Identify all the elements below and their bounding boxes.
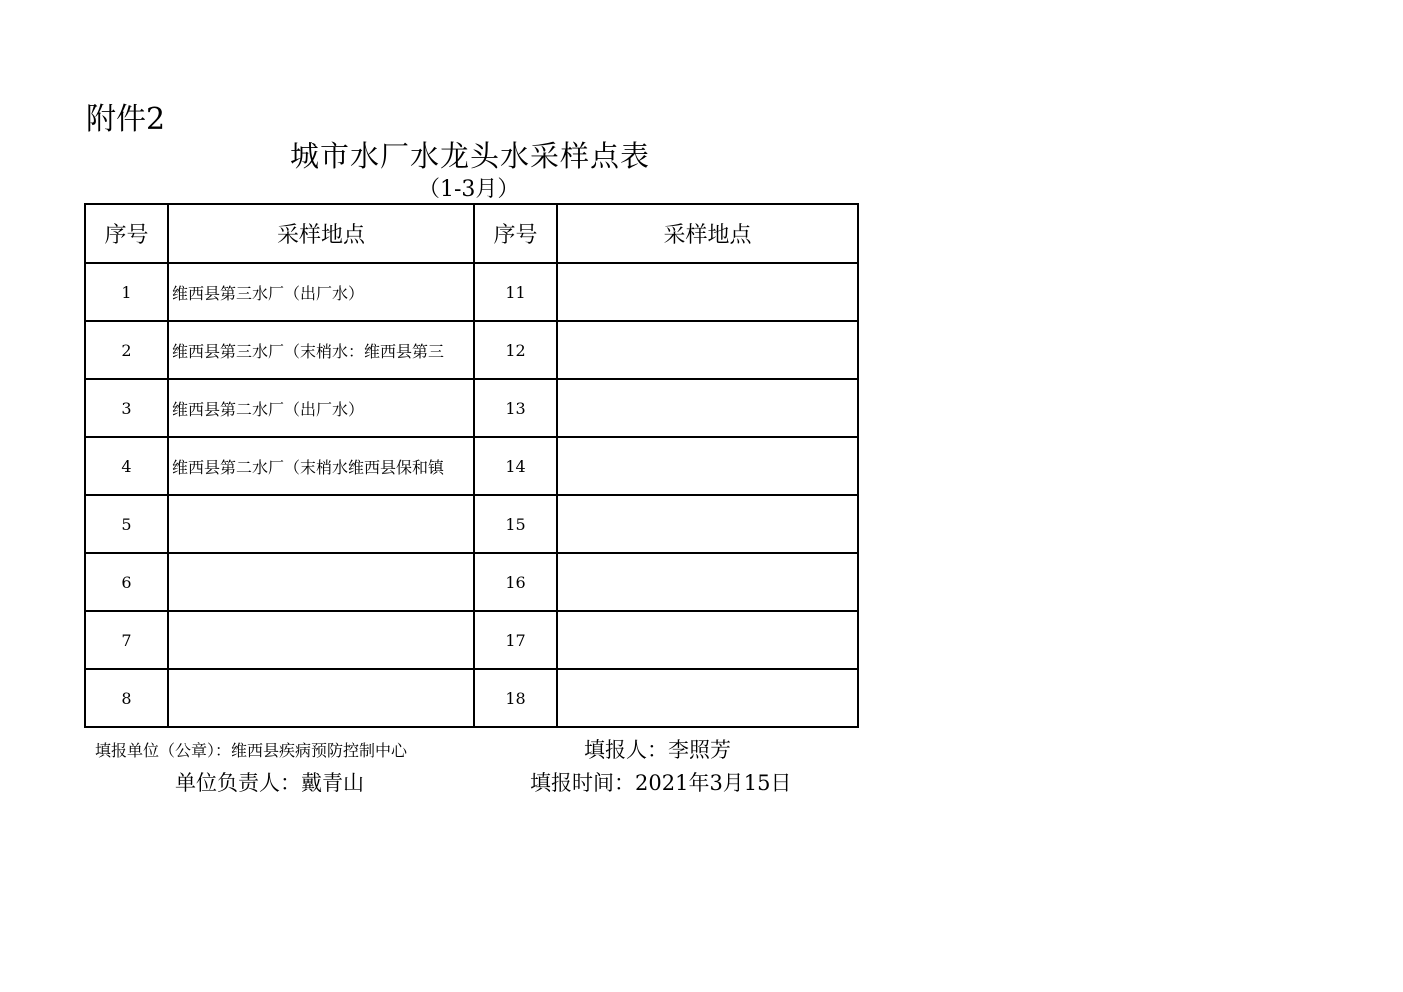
- header-left-place: 采样地点: [168, 204, 474, 263]
- right-no-cell: 14: [474, 437, 557, 495]
- left-place-cell: [168, 669, 474, 727]
- table-row: [85, 553, 858, 611]
- sampling-table: [84, 203, 859, 728]
- right-no-cell: 18: [474, 669, 557, 727]
- page-title: 城市水厂水龙头水采样点表: [290, 139, 651, 173]
- right-place-cell: [557, 437, 858, 495]
- left-place-cell: 维西县第三水厂（末梢水：维西县第三: [168, 321, 474, 379]
- header-right-place: 采样地点: [557, 204, 858, 263]
- right-place-cell: [557, 379, 858, 437]
- reporting-unit: 填报单位（公章）：维西县疾病预防控制中心: [95, 741, 408, 760]
- table-row: [85, 263, 858, 321]
- right-place-cell: [557, 263, 858, 321]
- left-no-cell: 2: [85, 321, 168, 379]
- right-no-cell: 11: [474, 263, 557, 321]
- left-place-cell: 维西县第二水厂（末梢水维西县保和镇: [168, 437, 474, 495]
- left-no-cell: 6: [85, 553, 168, 611]
- reporter: 填报人：李照芳: [584, 738, 731, 762]
- table-row: [85, 669, 858, 727]
- unit-head: 单位负责人：戴青山: [175, 771, 364, 795]
- right-place-cell: [557, 611, 858, 669]
- table-row: [85, 379, 858, 437]
- left-no-cell: 3: [85, 379, 168, 437]
- table-row: [85, 321, 858, 379]
- right-no-cell: 12: [474, 321, 557, 379]
- table-row: [85, 611, 858, 669]
- right-no-cell: 17: [474, 611, 557, 669]
- header-right-no: 序号: [474, 204, 557, 263]
- left-place-cell: 维西县第三水厂（出厂水）: [168, 263, 474, 321]
- table-header-row: [85, 204, 858, 263]
- right-place-cell: [557, 495, 858, 553]
- right-no-cell: 13: [474, 379, 557, 437]
- right-place-cell: [557, 553, 858, 611]
- right-place-cell: [557, 321, 858, 379]
- table-row: [85, 495, 858, 553]
- report-date: 填报时间：2021年3月15日: [530, 771, 792, 795]
- right-no-cell: 15: [474, 495, 557, 553]
- left-place-cell: [168, 495, 474, 553]
- page-subtitle: （1-3月）: [418, 177, 520, 202]
- right-place-cell: [557, 669, 858, 727]
- left-no-cell: 7: [85, 611, 168, 669]
- left-place-cell: [168, 553, 474, 611]
- attachment-label: 附件2: [86, 102, 166, 137]
- left-place-cell: 维西县第二水厂（出厂水）: [168, 379, 474, 437]
- right-no-cell: 16: [474, 553, 557, 611]
- table-row: [85, 437, 858, 495]
- header-left-no: 序号: [85, 204, 168, 263]
- left-place-cell: [168, 611, 474, 669]
- left-no-cell: 1: [85, 263, 168, 321]
- left-no-cell: 4: [85, 437, 168, 495]
- left-no-cell: 5: [85, 495, 168, 553]
- left-no-cell: 8: [85, 669, 168, 727]
